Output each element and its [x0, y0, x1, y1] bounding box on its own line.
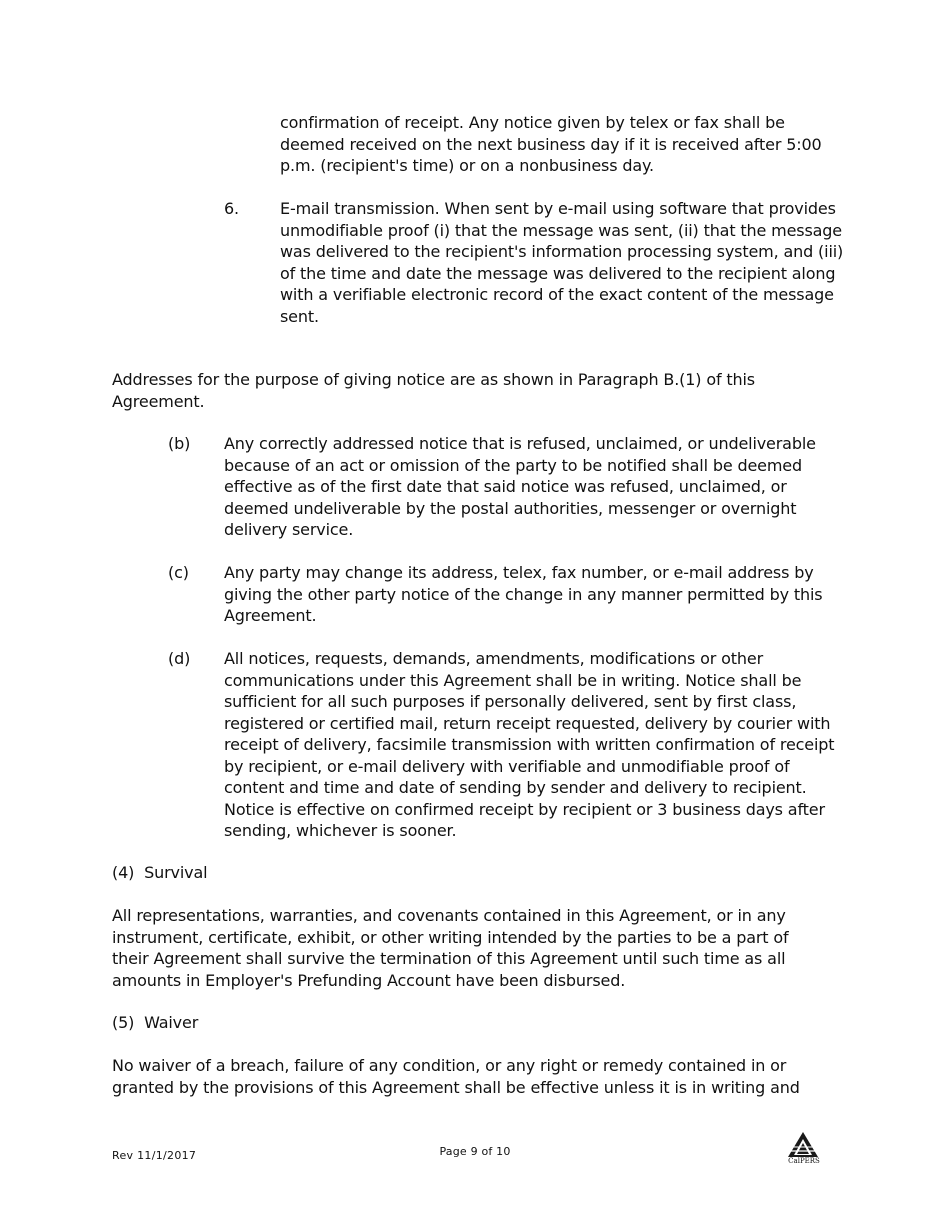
para-c-text: Any party may change its address, telex, fax number, or e-mail address by giving the other party notice of the change in any manner permitted by this Agreement.: [224, 563, 823, 625]
survival-text: All representations, warranties, and covenants contained in this Agreement, or in any instrument, certificate, exhibit, or other writing intended by the parties to be a part of their Agreement shall survive the termination of this Agreement until such time as all amounts in Employer's Prefunding Account have been disbursed.: [112, 906, 789, 990]
waiver-heading: (5) Waiver: [112, 1013, 199, 1032]
revision-date: Rev 11/1/2017: [112, 1149, 197, 1162]
survival-heading: (4) Survival: [112, 863, 208, 882]
para-d-text: All notices, requests, demands, amendments, modifications or other communications under this Agreement shall be in writing. Notice shall be sufficient for all such purposes if personally delivered, sent by first class, registered or certified mail, return receipt requested, delivery by courier with receipt of delivery, facsimile transmission with written confirmation of receipt by recipient, or e-mail delivery with verifiable and unmodifiable proof of content and time and date of sending by sender and delivery to recipient. Notice is effective on confirmed receipt by recipient or 3 business days after sending, whichever is sooner.: [224, 649, 835, 840]
item-6-text: E-mail transmission. When sent by e-mail using software that provides unmodifiable proof (i) that the message was sent, (ii) that the message was delivered to the recipient's information processing system, and (iii) of the time and date the message was delivered to the recipient along with a verifiable electronic record of the exact content of the message sent.: [280, 199, 844, 326]
calpers-logo-text: CalPERS: [788, 1157, 820, 1165]
addresses-paragraph: Addresses for the purpose of giving notice are as shown in Paragraph B.(1) of this Agreement.: [112, 370, 755, 411]
para-b-text: Any correctly addressed notice that is refused, unclaimed, or undeliverable because of an act or omission of the party to be notified shall be deemed effective as of the first date that said notice was refused, unclaimed, or deemed undeliverable by the postal authorities, messenger or overnight delivery service.: [224, 434, 816, 539]
para-b-label: (b): [168, 434, 191, 453]
para-d-label: (d): [168, 649, 191, 668]
para-c-label: (c): [168, 563, 189, 582]
continuation-paragraph: confirmation of receipt. Any notice given by telex or fax shall be deemed received on the next business day if it is received after 5:00 p.m. (recipient's time) or on a nonbusiness day.: [280, 113, 822, 175]
waiver-text: No waiver of a breach, failure of any condition, or any right or remedy contained in or granted by the provisions of this Agreement shall be effective unless it is in writing and: [112, 1056, 800, 1097]
page-number: Page 9 of 10: [439, 1145, 511, 1158]
item-6-number: 6.: [224, 199, 239, 218]
